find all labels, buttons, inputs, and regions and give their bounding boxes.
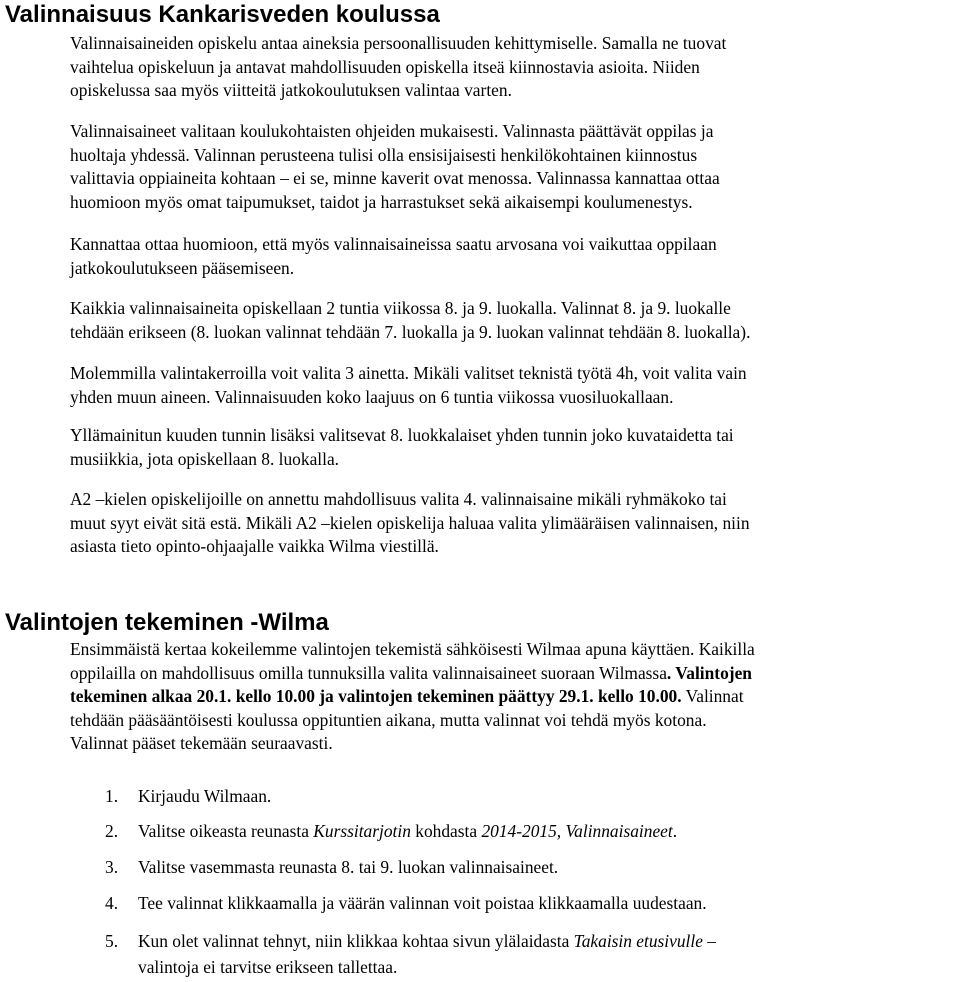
text-line: musiikkia, jota opiskellaan 8. luokalla. <box>70 448 340 469</box>
text-line: tekeminen alkaa 20.1. kello 10.00 ja valintojen tekeminen päättyy 29.1. kello 10.00. Valinnat <box>70 686 744 706</box>
text-line: valittavia oppiaineita kohtaan – ei se, minne kaverit ovat menossa. Valinnassa kannattaa ottaa <box>70 168 720 188</box>
text-line: muut syyt eivät sitä estä. Mikäli A2 –kielen opiskelija haluaa valita ylimääräisen valinnaisen, niin <box>70 512 750 533</box>
paragraph-a2-language <box>70 488 960 559</box>
text-line: vaihtelua opiskeluun ja antavat mahdollisuuden opiskella itseä kiinnostavia asioita. Niiden <box>70 56 700 77</box>
paragraph-grades <box>70 233 960 280</box>
text-line: huoltaja yhdessä. Valinnan perusteena tulisi olla ensisijaisesti henkilökohtainen kiinnostus <box>70 144 698 165</box>
paragraph-hours <box>70 297 960 344</box>
text-line: A2 –kielen opiskelijoille on annettu mahdollisuus valita 4. valinnaisaine mikäli ryhmäkoko tai <box>70 489 727 509</box>
list-number: 1. <box>105 786 119 806</box>
list-number: 5. <box>105 931 119 951</box>
paragraph-art-music <box>70 424 960 471</box>
list-text <box>138 928 716 980</box>
page-title: Valinnaisuus Kankarisveden koulussa <box>5 1 440 28</box>
list-text: Valitse oikeasta reunasta Kurssitarjotin kohdasta 2014-2015, Valinnaisaineet. <box>138 821 678 841</box>
section-heading-wilma: Valintojen tekeminen -Wilma <box>5 609 329 636</box>
text-line: valintoja ei tarvitse erikseen tallettaa. <box>138 957 398 977</box>
list-text: Kirjaudu Wilmaan. <box>138 786 272 806</box>
text-line: Valinnat pääset tekemään seuraavasti. <box>70 733 333 753</box>
list-number: 4. <box>105 893 119 913</box>
text-line: Kaikkia valinnaisaineita opiskellaan 2 tuntia viikossa 8. ja 9. luokalla. Valinnat 8. ja 9. luokalle <box>70 298 731 318</box>
paragraph-intro <box>70 32 960 103</box>
text-line: Kannattaa ottaa huomioon, että myös valinnaisaineissa saatu arvosana voi vaikuttaa oppilaan <box>70 234 717 254</box>
paragraph-selection-criteria <box>70 120 960 214</box>
paragraph-choices <box>70 362 960 409</box>
text-line: Valinnaisaineet valitaan koulukohtaisten ohjeiden mukaisesti. Valinnasta päättävät oppilas ja <box>70 121 714 141</box>
text-line: Molemmilla valintakerroilla voit valita 3 ainetta. Mikäli valitset teknistä työtä 4h, voit valita vain <box>70 363 747 383</box>
list-text: Valitse vasemmasta reunasta 8. tai 9. luokan valinnaisaineet. <box>138 857 559 877</box>
list-text: Tee valinnat klikkaamalla ja väärän valinnan voit poistaa klikkaamalla uudestaan. <box>138 893 707 913</box>
list-number: 3. <box>105 857 119 877</box>
text-line: Kun olet valinnat tehnyt, niin klikkaa kohtaa sivun ylälaidasta Takaisin etusivulle – <box>138 931 716 951</box>
list-number: 2. <box>105 821 119 841</box>
text-line: Yllämainitun kuuden tunnin lisäksi valitsevat 8. luokkalaiset yhden tunnin joko kuvataidetta tai <box>70 425 734 445</box>
text-line: tehdään pääsääntöisesti koulussa oppituntien aikana, mutta valinnat voi tehdä myös kotona. <box>70 709 707 730</box>
text-line: oppilailla on mahdollisuus omilla tunnuksilla valita valinnaisaineet suoraan Wilmassa. Valintojen <box>70 662 752 683</box>
text-line: Ensimmäistä kertaa kokeilemme valintojen tekemistä sähköisesti Wilmaa apuna käyttäen. Kaikilla <box>70 639 755 659</box>
text-line: Valinnaisaineiden opiskelu antaa aineksia persoonallisuuden kehittymiselle. Samalla ne tuovat <box>70 33 727 53</box>
text-line: yhden muun aineen. Valinnaisuuden koko laajuus on 6 tuntia viikossa vuosiluokallaan. <box>70 386 674 407</box>
text-line: opiskelussa saa myös viitteitä jatkokoulutuksen valintaa varten. <box>70 80 512 100</box>
text-line: asiasta tieto opinto-ohjaajalle vaikka Wilma viestillä. <box>70 536 439 556</box>
text-line: jatkokoulutukseen pääsemiseen. <box>70 257 295 278</box>
text-line: tehdään erikseen (8. luokan valinnat tehdään 7. luokalla ja 9. luokan valinnat tehdään 8. luokalla). <box>70 321 751 342</box>
paragraph-wilma-intro <box>70 638 960 756</box>
text-line: huomioon myös omat taipumukset, taidot ja harrastukset sekä aikaisempi koulumenestys. <box>70 191 693 212</box>
